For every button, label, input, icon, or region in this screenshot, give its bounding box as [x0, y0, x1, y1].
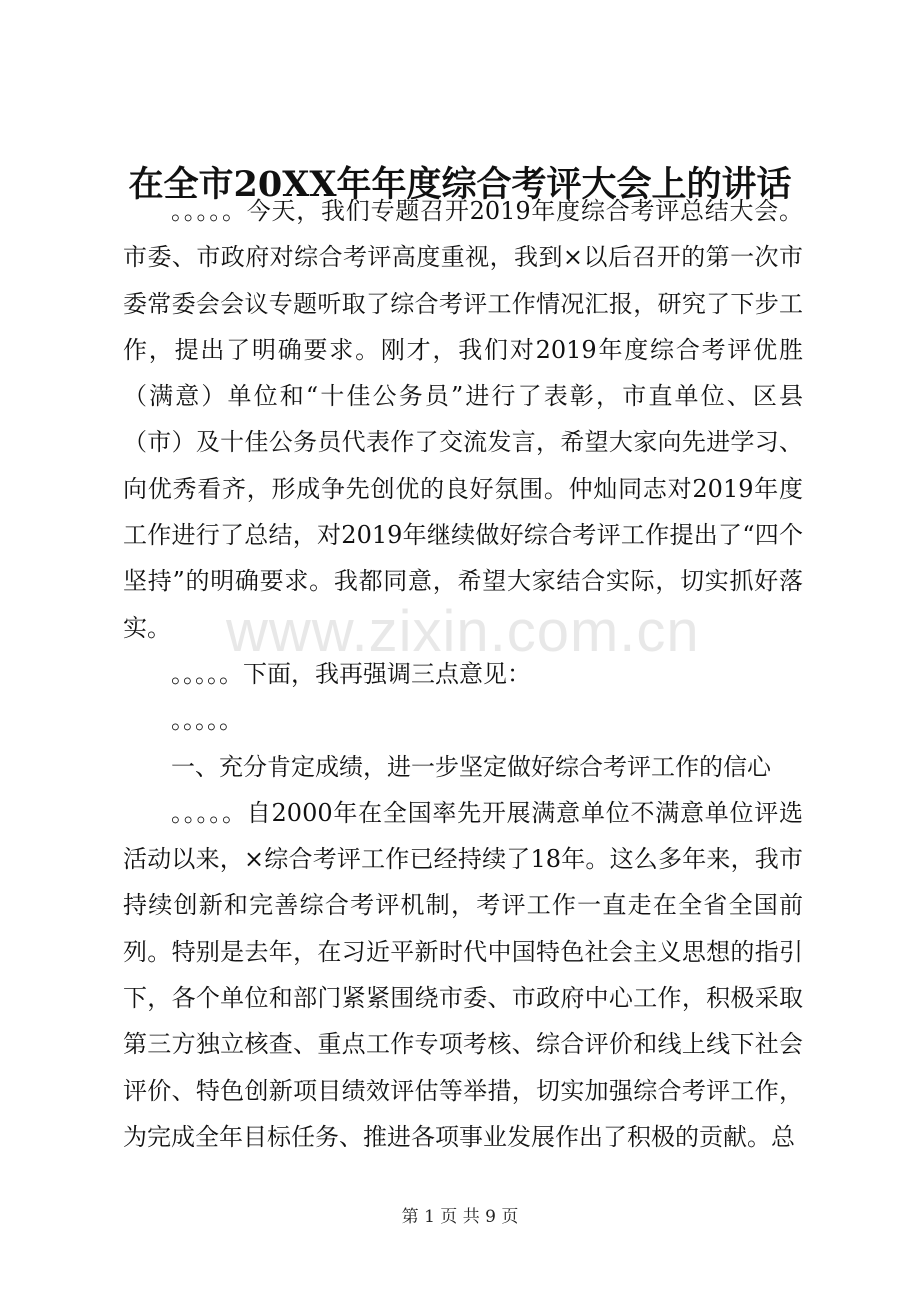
section-heading-1: 一、充分肯定成绩，进一步坚定做好综合考评工作的信心 [171, 752, 771, 781]
paragraph-2: 。。。。。下面，我再强调三点意见： [171, 659, 531, 688]
watermark: www.zixin.com.cn [226, 599, 700, 664]
page-footer: 第 1 页 共 9 页 [401, 1207, 519, 1227]
paragraph-1: 。。。。。今天，我们专题召开2019年度综合考评总结大会。市委、市政府对综合考评高度重视，我到×以后召开的第一次市委常委会会议专题听取了综合考评工作情况汇报，研究了下步工作，提出了明确要求。刚才，我们对2019年度综合考评优胜（满意）单位和“十佳公务员”进行了表彰，市直单位、区县（市）及十佳公务员代表作了交流发言，希望大家向先进学习、向优秀看齐，形成争先创优的良好氛围。仲灿同志对2019年度工作进行了总结，对2019年继续做好综合考评工作提出了“四个坚持”的明确要求。我都同意，希望大家结合实际，切实抓好落实。 [123, 197, 803, 642]
paragraph-4: 。。。。。自2000年在全国率先开展满意单位不满意单位评选活动以来，×综合考评工作已经持续了18年。这么多年来，我市持续创新和完善综合考评机制，考评工作一直走在全省全国前列。特别是去年，在习近平新时代中国特色社会主义思想的指引下，各个单位和部门紧紧围绕市委、市政府中心工作，积极采取第三方独立核查、重点工作专项考核、综合评价和线上线下社会评价、特色创新项目绩效评估等举措，切实加强综合考评工作，为完成全年目标任务、推进各项事业发展作出了积极的贡献。总 [123, 798, 803, 1151]
paragraph-3: 。。。。。 [171, 706, 243, 735]
document-title: 在全市20XX年年度综合考评大会上的讲话 [128, 164, 792, 205]
document-body [123, 188, 803, 1160]
